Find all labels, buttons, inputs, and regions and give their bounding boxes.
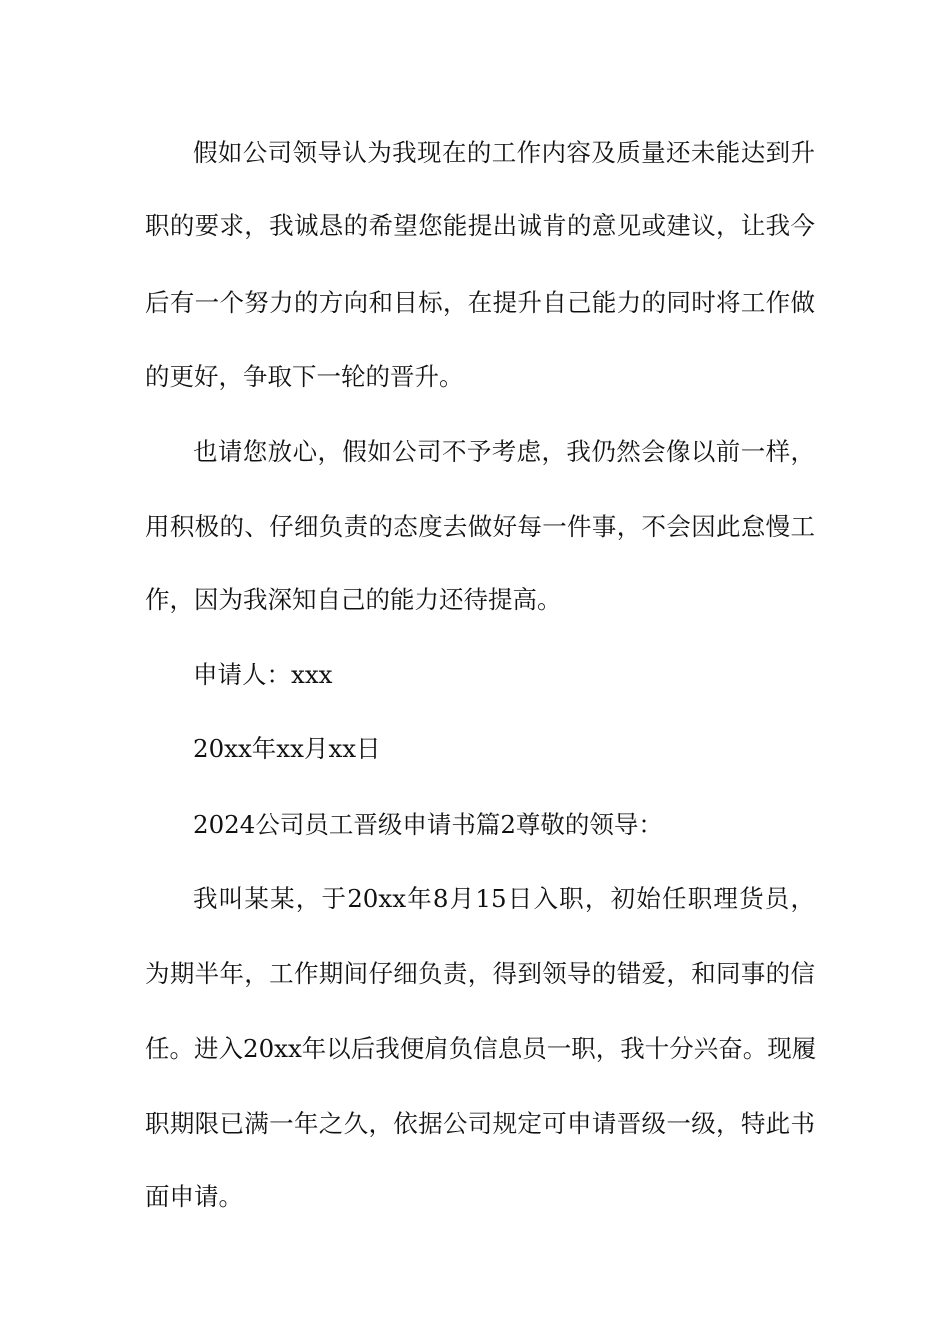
paragraph-1-line-2: 职的要求，我诚恳的希望您能提出诚肯的意见或建议，让我今: [145, 211, 815, 240]
paragraph-1-line-4: 的更好，争取下一轮的晋升。: [145, 362, 464, 391]
paragraph-2-line-3: 作，因为我深知自己的能力还待提高。: [145, 585, 562, 614]
paragraph-3-line-5: 面申请。: [145, 1182, 243, 1211]
paragraph-3-line-2: 为期半年，工作期间仔细负责，得到领导的错爱，和同事的信: [145, 959, 815, 988]
paragraph-2-line-2: 用积极的、仔细负责的态度去做好每一件事，不会因此怠慢工: [145, 512, 815, 541]
paragraph-3-line-1: 我叫某某，于20xx年8月15日入职，初始任职理货员，: [193, 884, 815, 913]
paragraph-2-line-1: 也请您放心，假如公司不予考虑，我仍然会像以前一样，: [193, 437, 815, 466]
paragraph-3-line-3: 任。进入20xx年以后我便肩负信息员一职，我十分兴奋。现履: [145, 1034, 817, 1063]
section-heading: 2024公司员工晋级申请书篇2尊敬的领导：: [193, 810, 663, 839]
date-line: 20xx年xx月xx日: [193, 734, 381, 763]
applicant-line: 申请人：xxx: [193, 660, 333, 689]
paragraph-1-line-3: 后有一个努力的方向和目标，在提升自己能力的同时将工作做: [145, 288, 815, 317]
paragraph-3-line-4: 职期限已满一年之久，依据公司规定可申请晋级一级，特此书: [145, 1109, 815, 1138]
paragraph-1-line-1: 假如公司领导认为我现在的工作内容及质量还未能达到升: [193, 138, 815, 167]
